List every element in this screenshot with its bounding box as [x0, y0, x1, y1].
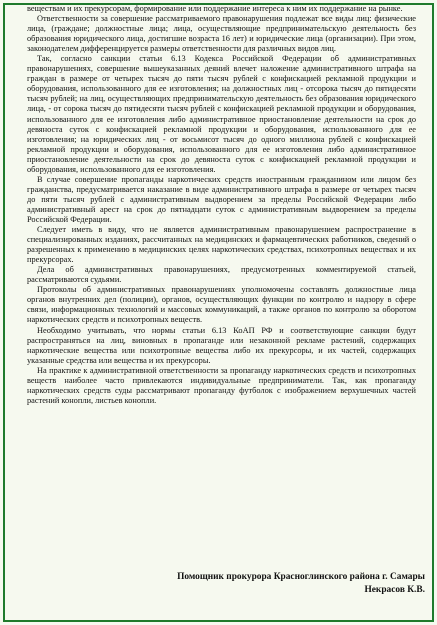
paragraph: Так, согласно санкции статьи 6.13 Кодекса Российской Федерации об административных правонарушениях, совершение вышеуказанных деяний влечет наложение административного штрафа на граждан в размере от четырех тысяч до пяти тысяч рублей с конфискацией рекламной продукции и оборудования, использованного для ее изготовления; на должностных лиц - отсорока тысяч до пятидесяти тысяч рублей; на лиц, осуществляющих предпринимательскую деятельность без образования юридического лица, - от сорока тысяч до пятидесяти тысяч рублей с конфискацией рекламной продукции и оборудования, использованного для ее изготовления либо административное приостановление деятельности на срок до девяноста суток с конфискацией рекламной продукции и оборудования, использованного для ее изготовления; на юридических лиц - от восьмисот тысяч до одного миллиона рублей с конфискацией рекламной продукции и оборудования, использованного для ее изготовления либо административное приостановление деятельности на срок до девяноста суток с конфискацией рекламной продукции и оборудования, использованного для ее изготовления. [27, 54, 416, 174]
paragraph: Следует иметь в виду, что не является административным правонарушением распространение в специализированных изданиях, рассчитанных на медицинских и фармацевтических работников, сведений о разрешенных к применению в медицинских целях наркотических средствах, психотропных веществах и их прекурсорах. [27, 225, 416, 265]
paragraph: Ответственности за совершение рассматриваемого правонарушения подлежат все виды лиц: физические лица, (граждане; должностные лица; лица, осуществляющие предпринимательскую деятельность без образования юридического лица, достигшие возраста 16 лет) и юридические лица (организации). При этом, законодателем дифференцируется размеры ответственности для различных видов лиц. [27, 14, 416, 54]
paragraph: Протоколы об административных правонарушениях уполномочены составлять должностные лица органов внутренних дел (полиции), органов, осуществляющих функции по контролю и надзору в сфере связи, информационных технологий и массовых коммуникаций, а также органов по контролю за оборотом наркотических средств и психотропных веществ. [27, 285, 416, 325]
signature-position: Помощник прокурора Красноглинского района г. Самары [177, 572, 425, 582]
signature-name: Некрасов К.В. [364, 585, 425, 595]
paragraph: Необходимо учитывать, что нормы статьи 6.13 КоАП РФ и соответствующие санкции будут распространяться на лиц, виновных в пропаганде или незаконной рекламе растений, содержащих наркотические вещества или психотропные вещества либо их прекурсоры, и их частей, содержащих указанные средства или вещества и их прекурсоры. [27, 325, 416, 365]
paragraph: На практике к административной ответственности за пропаганду наркотических средств и психотропных веществ наиболее часто привлекаются индивидуальные предприниматели. Так, как пропаганду наркотических средств суды рассматривают пропаганду футболок с изображением верхушечных частей растений конопли, листьев конопли. [27, 365, 416, 405]
document-body [27, 4, 416, 406]
paragraph: В случае совершение пропаганды наркотических средств иностранным гражданином или лицом без гражданства, предусматривается наказание в виде административного штрафа в размере от четырех тысяч до пяти тысяч рублей с административным выдворением за пределы Российской Федерации либо административный арест на срок до пятнадцати суток с административным выдворением за пределы Российской Федерации. [27, 174, 416, 224]
paragraph: веществам и их прекурсорам, формирование или поддержание интереса к ним их поддержание на рынке. [27, 4, 403, 13]
paragraph: Дела об административных правонарушениях, предусмотренных комментируемой статьей, рассматриваются судьями. [27, 265, 416, 285]
signature-block [177, 571, 425, 597]
